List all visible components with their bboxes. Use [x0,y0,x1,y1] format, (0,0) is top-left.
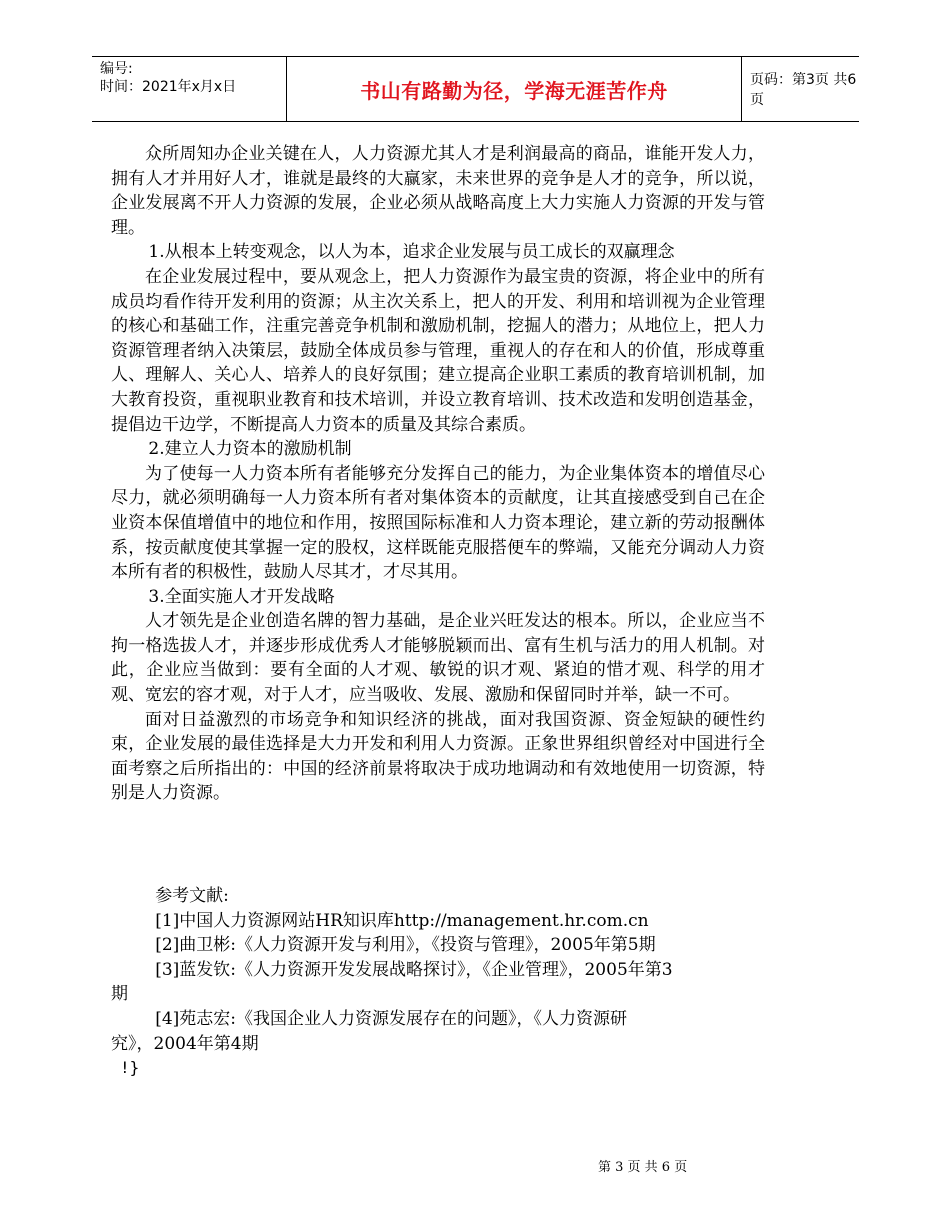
page-footer: 第 3 页 共 6 页 [598,1160,688,1175]
references-title: 参考文献: [155,886,229,906]
section-paragraph-1: 在企业发展过程中，要从观念上，把人力资源作为最宝贵的资源，将企业中的所有成员均看作待开发利用的资源；从主次关系上，把人的开发、利用和培训视为企业管理的核心和基础工作，注重完善竞争机制和激励机制，挖掘人的潜力；从地位上，把人力资源管理者纳入决策层，鼓励全体成员参与管理，重视人的存在和人的价值，形成尊重人、理解人、关心人、培养人的良好氛围；建立提高企业职工素质的教育培训机制，加大教育投资，重视职业教育和技术培训，并设立教育培训、技术改造和发明创造基金，提倡边干边学，不断提高人力资本的质量及其综合素质。 [111,266,765,435]
references-section [111,884,771,1056]
header-page-info: 页码：第3页 共6页 [750,72,857,108]
stray-characters: !} [120,1058,140,1077]
intro-paragraph: 众所周知办企业关键在人，人力资源尤其人才是利润最高的商品，谁能开发人力，拥有人才并用好人才，谁就是最终的大赢家，未来世界的竞争是人才的竞争，所以说，企业发展离不开人力资源的发展，企业必须从战略高度上大力实施人力资源的开发与管理。 [111,144,765,238]
header-motto: 书山有路勤为径，学海无涯苦作舟 [286,57,742,121]
reference-item: [3]蓝发钦:《人力资源开发发展战略探讨》，《企业管理》，2005年第3 [155,959,673,980]
page-header [92,56,859,122]
closing-paragraph: 面对日益激烈的市场竞争和知识经济的挑战，面对我国资源、资金短缺的硬性约束，企业发展的最佳选择是大力开发和利用人力资源。正象世界组织曾经对中国进行全面考察之后所指出的：中国的经济前景将取决于成功地调动和有效地使用一切资源，特别是人力资源。 [111,709,765,804]
body-text [111,142,765,806]
header-meta [92,57,286,121]
reference-item: [4]苑志宏:《我国企业人力资源发展存在的问题》，《人力资源研 [155,1008,627,1029]
reference-item: [2]曲卫彬:《人力资源开发与利用》，《投资与管理》，2005年第5期 [155,935,656,956]
reference-item-continuation: 期 [111,984,128,1005]
number-label: 编号: [100,61,133,77]
time-label: 时间：2021年x月x日 [100,79,237,95]
section-heading-1: 1.从根本上转变观念，以人为本，追求企业发展与员工成长的双赢理念 [148,242,675,263]
reference-item-continuation: 究》，2004年第4期 [111,1033,259,1054]
section-paragraph-2: 为了使每一人力资本所有者能够充分发挥自己的能力，为企业集体资本的增值尽心尽力，就必须明确每一人力资本所有者对集体资本的贡献度，让其直接感受到自己在企业资本保值增值中的地位和作用，按照国际标准和人力资本理论，建立新的劳动报酬体系，按贡献度使其掌握一定的股权，这样既能克服搭便车的弊端，又能充分调动人力资本所有者的积极性，鼓励人尽其才，才尽其用。 [111,463,765,583]
section-heading-3: 3.全面实施人才开发战略 [148,586,335,607]
section-paragraph-3: 人才领先是企业创造名牌的智力基础，是企业兴旺发达的根本。所以，企业应当不拘一格选拔人才，并逐步形成优秀人才能够脱颖而出、富有生机与活力的用人机制。对此，企业应当做到：要有全面的人才观、敏锐的识才观、紧迫的惜才观、科学的用才观、宽宏的容才观，对于人才，应当吸收、发展、激励和保留同时并举，缺一不可。 [111,611,765,706]
reference-item: [1]中国人力资源网站HR知识库http://management.hr.com.cn [155,910,649,931]
section-heading-2: 2.建立人力资本的激励机制 [148,439,352,460]
